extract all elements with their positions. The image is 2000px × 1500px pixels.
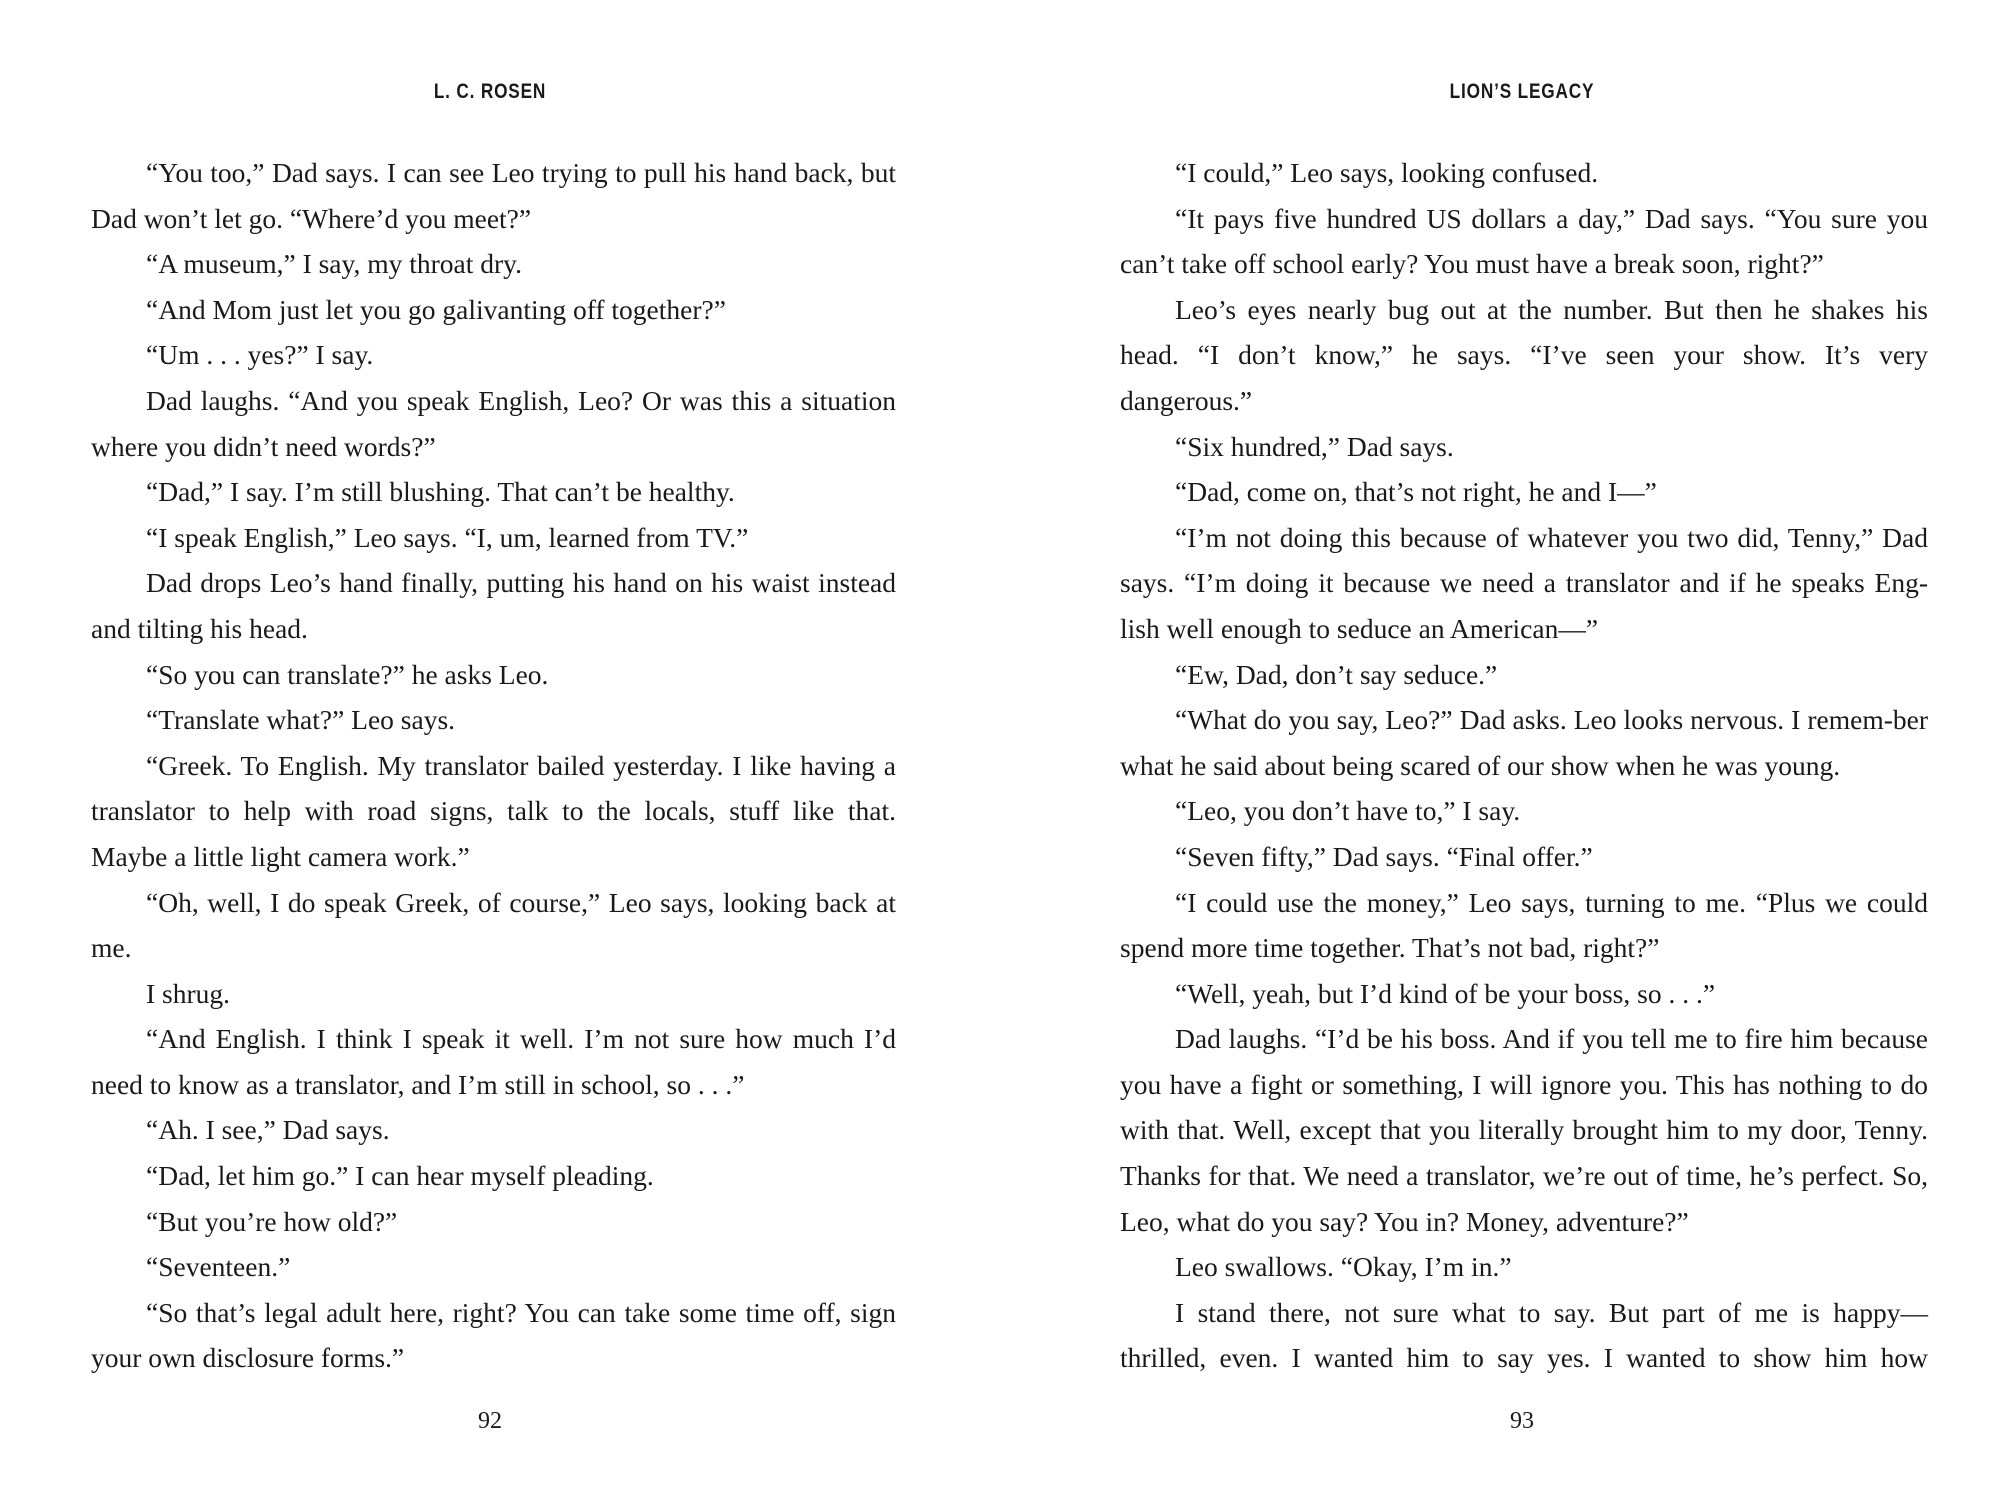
paragraph: Dad laughs. “And you speak English, Leo? Or was this a situation where you didn’t need words?”: [91, 384, 896, 462]
running-head-title: LION’S LEGACY: [1449, 80, 1595, 103]
paragraph: “I speak English,” Leo says. “I, um, learned from TV.”: [146, 521, 749, 553]
paragraph: “Dad, let him go.” I can hear myself pleading.: [146, 1160, 654, 1192]
paragraph: “Seventeen.”: [146, 1251, 291, 1283]
paragraph: “So you can translate?” he asks Leo.: [146, 658, 549, 690]
paragraph: Leo swallows. “Okay, I’m in.”: [1175, 1251, 1512, 1283]
paragraph: Dad drops Leo’s hand finally, putting his hand on his waist instead and tilting his head.: [91, 567, 896, 644]
paragraph: “Ew, Dad, don’t say seduce.”: [1175, 658, 1498, 690]
page-number: 92: [478, 1408, 502, 1434]
right-page: [1000, 0, 2000, 1500]
paragraph: “A museum,” I say, my throat dry.: [146, 248, 523, 280]
paragraph: “Seven fifty,” Dad says. “Final offer.”: [1175, 840, 1593, 872]
paragraph: “You too,” Dad says. I can see Leo trying to pull his hand back, but Dad won’t let go. “Where’d you meet?”: [91, 157, 896, 234]
paragraph: “Six hundred,” Dad says.: [1175, 430, 1454, 462]
right-body-text: [1120, 150, 1928, 1381]
paragraph: “Dad,” I say. I’m still blushing. That can’t be healthy.: [146, 476, 735, 508]
paragraph: I shrug.: [146, 977, 231, 1009]
running-head-author: L. C. ROSEN: [433, 80, 547, 103]
paragraph: “I could,” Leo says, looking confused.: [1175, 157, 1599, 188]
paragraph: “And English. I think I speak it well. I’m not sure how much I’d need to know as a translator, and I’m still in school, so . . .”: [91, 1023, 896, 1100]
page-number: 93: [1510, 1408, 1534, 1434]
paragraph: “What do you say, Leo?” Dad asks. Leo looks nervous. I remem-​ber what he said about being scared of our show when he was young.: [1120, 704, 1928, 781]
paragraph: “So that’s legal adult here, right? You can take some time off, sign your own disclosure forms.”: [91, 1296, 896, 1374]
paragraph: “Greek. To English. My translator bailed yesterday. I like having a translator to help with road signs, talk to the locals, stuff like that. Maybe a little light camera work.”: [91, 749, 896, 872]
paragraph: “Dad, come on, that’s not right, he and I—”: [1175, 476, 1657, 508]
paragraph: “And Mom just let you go galivanting off together?”: [146, 293, 726, 325]
paragraph: I stand there, not sure what to say. But part of me is happy—​thrilled, even. I wanted him to say yes. I wanted to show him how: [1120, 1296, 1928, 1374]
paragraph: Leo’s eyes nearly bug out at the number. But then he shakes his head. “I don’t know,” he says. “I’ve seen your show. It’s very dangerous.”: [1120, 293, 1928, 416]
paragraph: Dad laughs. “I’d be his boss. And if you tell me to fire him because you have a fight or something, I will ignore you. This has nothing to do with that. Well, except that you literally brought him to my door, Tenny. Thanks for that. We need a translator, we’re out of time, he’s perfect. So, Leo, what do you say? You in? Money, adventure?”: [1120, 1023, 1928, 1237]
paragraph: “But you’re how old?”: [146, 1205, 398, 1237]
paragraph: “I’m not doing this because of whatever you two did, Tenny,” Dad says. “I’m doing it because we need a translator and if he speaks Eng-​lish well enough to seduce an American—”: [1120, 521, 1928, 644]
paragraph: “It pays five hundred US dollars a day,” Dad says. “You sure you can’t take off school early? You must have a break soon, right?”: [1120, 202, 1928, 280]
paragraph: “Translate what?” Leo says.: [146, 704, 456, 736]
paragraph: “Oh, well, I do speak Greek, of course,” Leo says, looking back at me.: [91, 886, 896, 964]
paragraph: “Um . . . yes?” I say.: [146, 339, 374, 371]
paragraph: “Leo, you don’t have to,” I say.: [1175, 795, 1521, 827]
paragraph: “Ah. I see,” Dad says.: [146, 1114, 390, 1146]
paragraph: “Well, yeah, but I’d kind of be your boss, so . . .”: [1175, 977, 1716, 1009]
left-body-text: [91, 150, 896, 1381]
paragraph: “I could use the money,” Leo says, turning to me. “Plus we could spend more time together. That’s not bad, right?”: [1120, 886, 1928, 964]
